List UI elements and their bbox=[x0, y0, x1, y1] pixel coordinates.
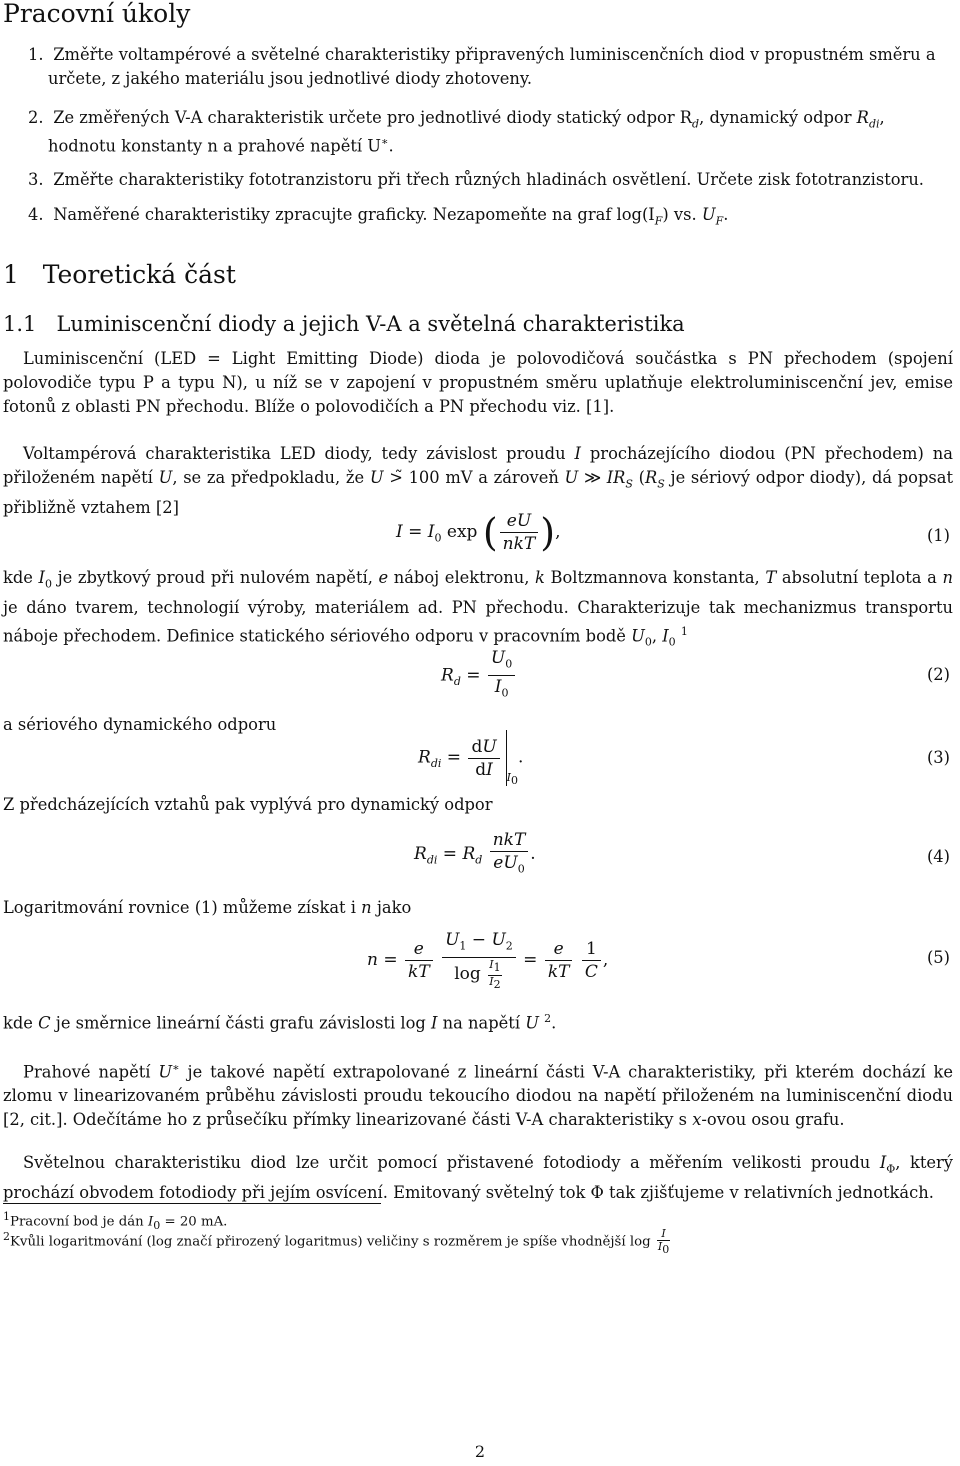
text-logarithm: Logaritmování rovnice (1) můžeme získat i n jako bbox=[3, 898, 412, 917]
equation-2: $R_d$ = $\frac{U_0}{I_0}$ bbox=[441, 648, 517, 704]
footnote-1: $^1$Pracovní bod je dán $I_0 = 20$ mA. bbox=[3, 1210, 228, 1233]
equation-5: n = $\frac{e}{kT}$ $U_1 - U_2$ log $\frac{I_1}{I_2}$ = $\frac{e}{kT}$ $\frac{1}{C}$ , bbox=[367, 930, 609, 991]
subsection-title: Luminiscenční diody a jejich V-A a světelná charakteristika bbox=[56, 312, 685, 336]
task-number: 1. bbox=[28, 45, 44, 64]
paragraph-va: Voltampérová charakteristika LED diody, tedy závislost proudu I procházejícího diodou (PN přechodem) na přiloženém napětí U, se za předpokladu, že U >̃ 100 mV a zároveň U ≫ $IR_S$ ($R_S$ je sériový odpor diody), dá popsat přibližně vztahem [2] bbox=[3, 444, 954, 518]
task-text: Změřte charakteristiky fototranzistoru při třech různých hladinách osvětlení. Určete zisk fototranzistoru. bbox=[53, 170, 924, 189]
task-3 bbox=[28, 168, 924, 192]
text-dynamic: a sériového dynamického odporu bbox=[3, 715, 277, 734]
equation-number-1: (1) bbox=[926, 526, 950, 545]
task-text: Změřte voltampérové a světelné charakteristiky připravených luminiscenčních diod v propustném směru a bbox=[53, 45, 936, 64]
equation-number-5: (5) bbox=[926, 948, 950, 967]
text-slope: kde C je směrnice lineární části grafu závislosti log I na napětí U $^2$. bbox=[3, 1012, 557, 1033]
paragraph-definitions: kde $I_0$ je zbytkový proud při nulovém napětí, e náboj elektronu, k Boltzmannova konstanta, T absolutní teplota a n je dáno tvarem, technologií výroby, materiálem ad. PN přechodu. Charakterizuje tak mechanizmus transportu náboje přechodem. Definice statického sériového odporu v pracovním bodě $U_0$, $I_0$ $^1$ bbox=[3, 568, 953, 649]
task-number: 2. bbox=[28, 108, 44, 127]
equation-4: $R_{di} = R_d$ $\frac{\text{nkT}}{eU_0}$ . bbox=[414, 830, 536, 876]
task-text: hodnotu konstanty n a prahové napětí U bbox=[48, 136, 382, 156]
footnote-mark: 1 bbox=[3, 1210, 10, 1223]
text-previous: Z předcházejících vztahů pak vyplývá pro dynamický odpor bbox=[3, 795, 493, 814]
footnote-mark: 2 bbox=[3, 1230, 10, 1244]
task-number: 3. bbox=[28, 170, 44, 189]
equation-number-2: (2) bbox=[926, 665, 950, 684]
equation-number-4: (4) bbox=[926, 847, 950, 866]
page-title: Pracovní úkoly bbox=[3, 0, 191, 28]
footnote-rule bbox=[3, 1203, 381, 1204]
equation-1: $I = I_0$ exp ( $\frac{eU}{\text{nkT}}$ ), bbox=[396, 510, 561, 555]
task-text: Ze změřených V-A charakteristik určete pro jednotlivé diody statický odpor R bbox=[53, 108, 693, 127]
section-number: 1 bbox=[3, 260, 19, 289]
paragraph-led: Luminiscenční (LED = Light Emitting Diode) dioda je polovodičová součástka s PN přechodem (spojení polovodiče typu P a typu N), u níž se v zapojení v propustném směru uplatňuje elektroluminiscenční jev, emise fotonů z oblasti PN přechodu. Blíže o polovodičích a PN přechodu viz. [1]. bbox=[3, 349, 953, 416]
task-1-cont: určete, z jakého materiálu jsou jednotlivé diody zhotoveny. bbox=[48, 69, 533, 88]
equation-number-3: (3) bbox=[926, 748, 950, 767]
task-1 bbox=[28, 43, 953, 67]
paragraph-threshold: Prahové napětí U∗ je takové napětí extrapolované z lineární části V-A charakteristiky, při kterém dochází ke zlomu v linearizovaném průběhu závislosti proudu tekoucího diodou na napětí přiloženém na luminiscenční diodu [2, cit.]. Odečítáme ho z průsečíku přímky linearizované části V-A charakteristiky s x-ovou osou grafu. bbox=[3, 1061, 953, 1130]
page-number: 2 bbox=[474, 1442, 486, 1461]
equation-3: $R_{di}$ = $\frac{dU}{dI}$ $_{I_0}$. bbox=[418, 730, 523, 786]
footnote-2: $^2$Kvůli logaritmování (log značí přirozený logaritmus) veličiny s rozměrem je spíše vhodnější log $\frac{I}{I_0}$ bbox=[3, 1227, 670, 1257]
task-number: 4. bbox=[28, 205, 44, 224]
section-title: Teoretická část bbox=[42, 260, 236, 289]
subsection-heading bbox=[3, 311, 685, 337]
paragraph-light: Světelnou charakteristiku diod lze určit pomocí přistavené fotodiody a měřením velikosti proudu $I_\Phi$, který prochází obvodem fotodiody při jejím osvícení. Emitovaný světelný tok Φ tak zjišťujeme v relativních jednotkách. bbox=[3, 1153, 953, 1203]
task-2: 2. Ze změřených V-A charakteristik určete pro jednotlivé diody statický odpor $R_d$, dynamický odpor $R_{di}$, bbox=[28, 108, 885, 131]
task-2-cont: hodnotu konstanty n a prahové napětí U∗. bbox=[48, 135, 394, 156]
section-heading bbox=[3, 261, 236, 289]
task-4: 4. Naměřené charakteristiky zpracujte graficky. Nezapomeňte na graf $\log(I_F)$ vs. $U_F$. bbox=[28, 205, 729, 228]
subsection-number: 1.1 bbox=[3, 312, 37, 336]
task-text: Naměřené charakteristiky zpracujte graficky. Nezapomeňte na graf log(I bbox=[53, 205, 655, 224]
